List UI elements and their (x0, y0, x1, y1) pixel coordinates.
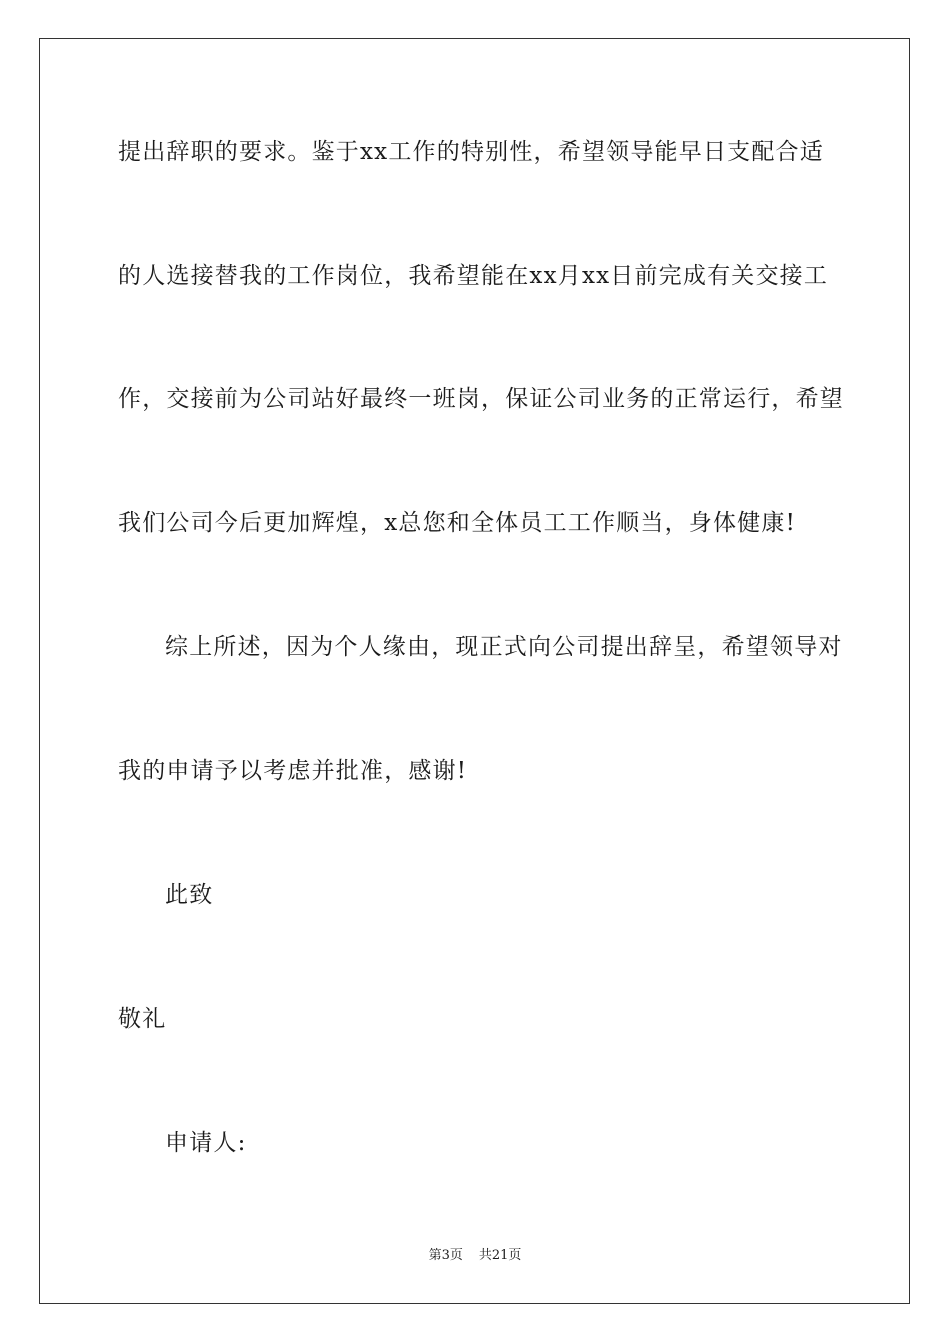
body-line-2: 的人选接替我的工作岗位，我希望能在xx月xx日前完成有关交接工 (118, 263, 829, 289)
closing-salutation: 此致 (165, 882, 214, 908)
page-total: 共21页 (478, 1248, 522, 1263)
closing-regards: 敬礼 (118, 1006, 167, 1032)
body-line-3: 作，交接前为公司站好最终一班岗，保证公司业务的正常运行，希望 (118, 386, 844, 412)
body-line-4: 我们公司今后更加辉煌，x总您和全体员工工作顺当，身体健康! (118, 510, 797, 536)
page-footer (0, 1247, 950, 1265)
body-line-1: 提出辞职的要求。鉴于xx工作的特别性，希望领导能早日支配合适 (118, 139, 824, 165)
applicant-label: 申请人: (165, 1130, 247, 1156)
page-border (39, 38, 910, 1304)
body-line-5: 综上所述，因为个人缘由，现正式向公司提出辞呈，希望领导对 (165, 634, 843, 660)
body-line-6: 我的申请予以考虑并批准，感谢! (118, 758, 468, 784)
page-number: 第3页 (428, 1248, 463, 1263)
